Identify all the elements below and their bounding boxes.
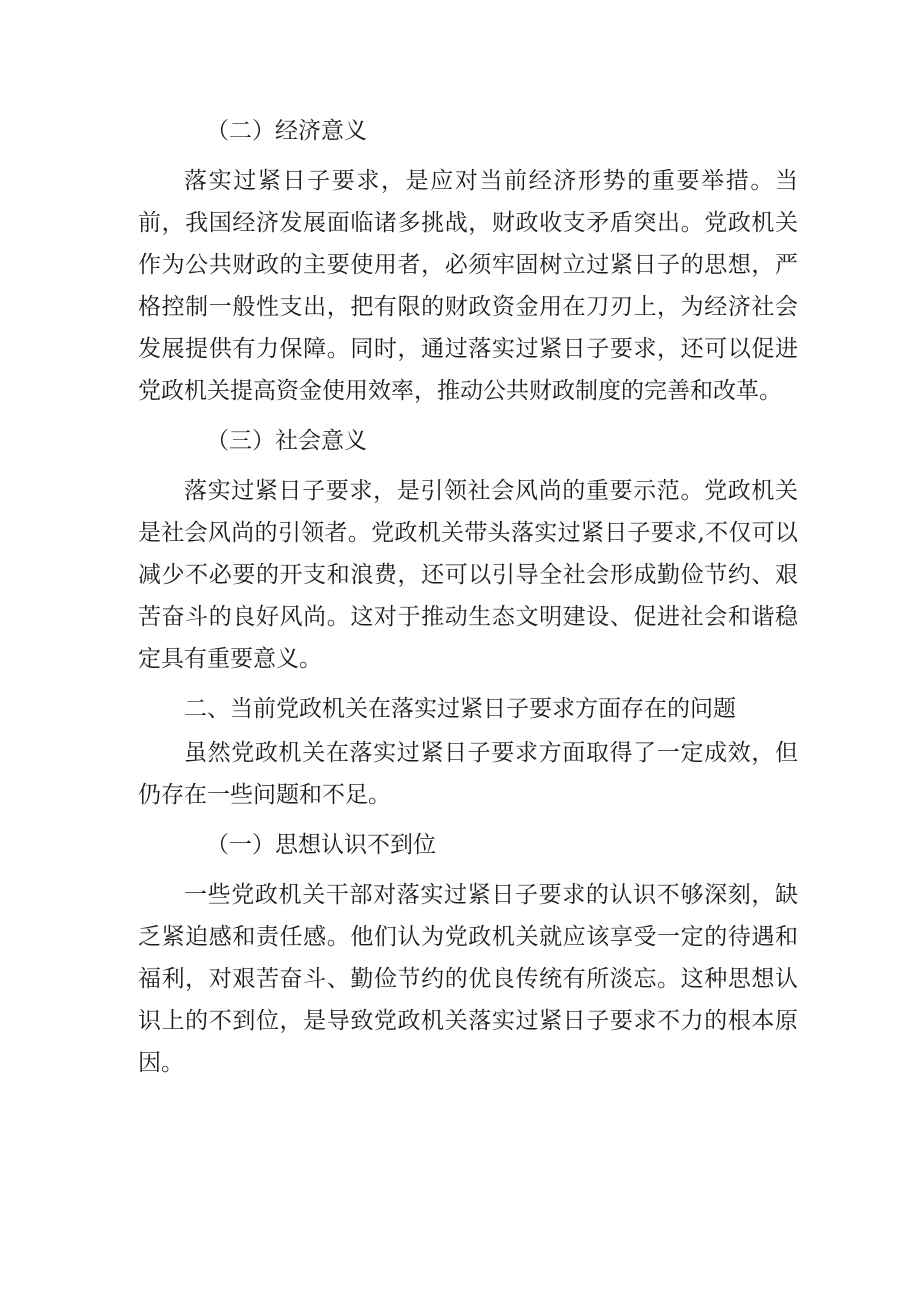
paragraph-economic-significance: 落实过紧日子要求，是应对当前经济形势的重要举措。当前，我国经济发展面临诸多挑战，财政收支矛盾突出。党政机关作为公共财政的主要使用者，必须牢固树立过紧日子的思想，严格控制一般性支出，把有限的财政资金用在刀刃上，为经济社会发展提供有力保障。同时，通过落实过紧日子要求，还可以促进党政机关提高资金使用效率，推动公共财政制度的完善和改革。 (138, 168, 798, 404)
paragraph-social-significance: 落实过紧日子要求，是引领社会风尚的重要示范。党政机关是社会风尚的引领者。党政机关带头落实过紧日子要求,不仅可以减少不必要的开支和浪费，还可以引导全社会形成勤俭节约、艰苦奋斗的良好风尚。这对于推动生态文明建设、促进社会和谐稳定具有重要意义。 (138, 478, 798, 672)
heading-social-significance: （三）社会意义 (206, 428, 367, 454)
heading-economic-significance: （二）经济意义 (206, 118, 367, 144)
paragraph-problems-intro: 虽然党政机关在落实过紧日子要求方面取得了一定成效，但仍存在一些问题和不足。 (138, 740, 798, 808)
heading-current-problems: 二、当前党政机关在落实过紧日子要求方面存在的问题 (184, 696, 736, 722)
document-body (138, 110, 798, 1092)
heading-insufficient-understanding: （一）思想认识不到位 (206, 832, 436, 858)
paragraph-insufficient-understanding: 一些党政机关干部对落实过紧日子要求的认识不够深刻，缺乏紧迫感和责任感。他们认为党政机关就应该享受一定的待遇和福利，对艰苦奋斗、勤俭节约的优良传统有所淡忘。这种思想认识上的不到位，是导致党政机关落实过紧日子要求不力的根本原因。 (138, 882, 798, 1076)
